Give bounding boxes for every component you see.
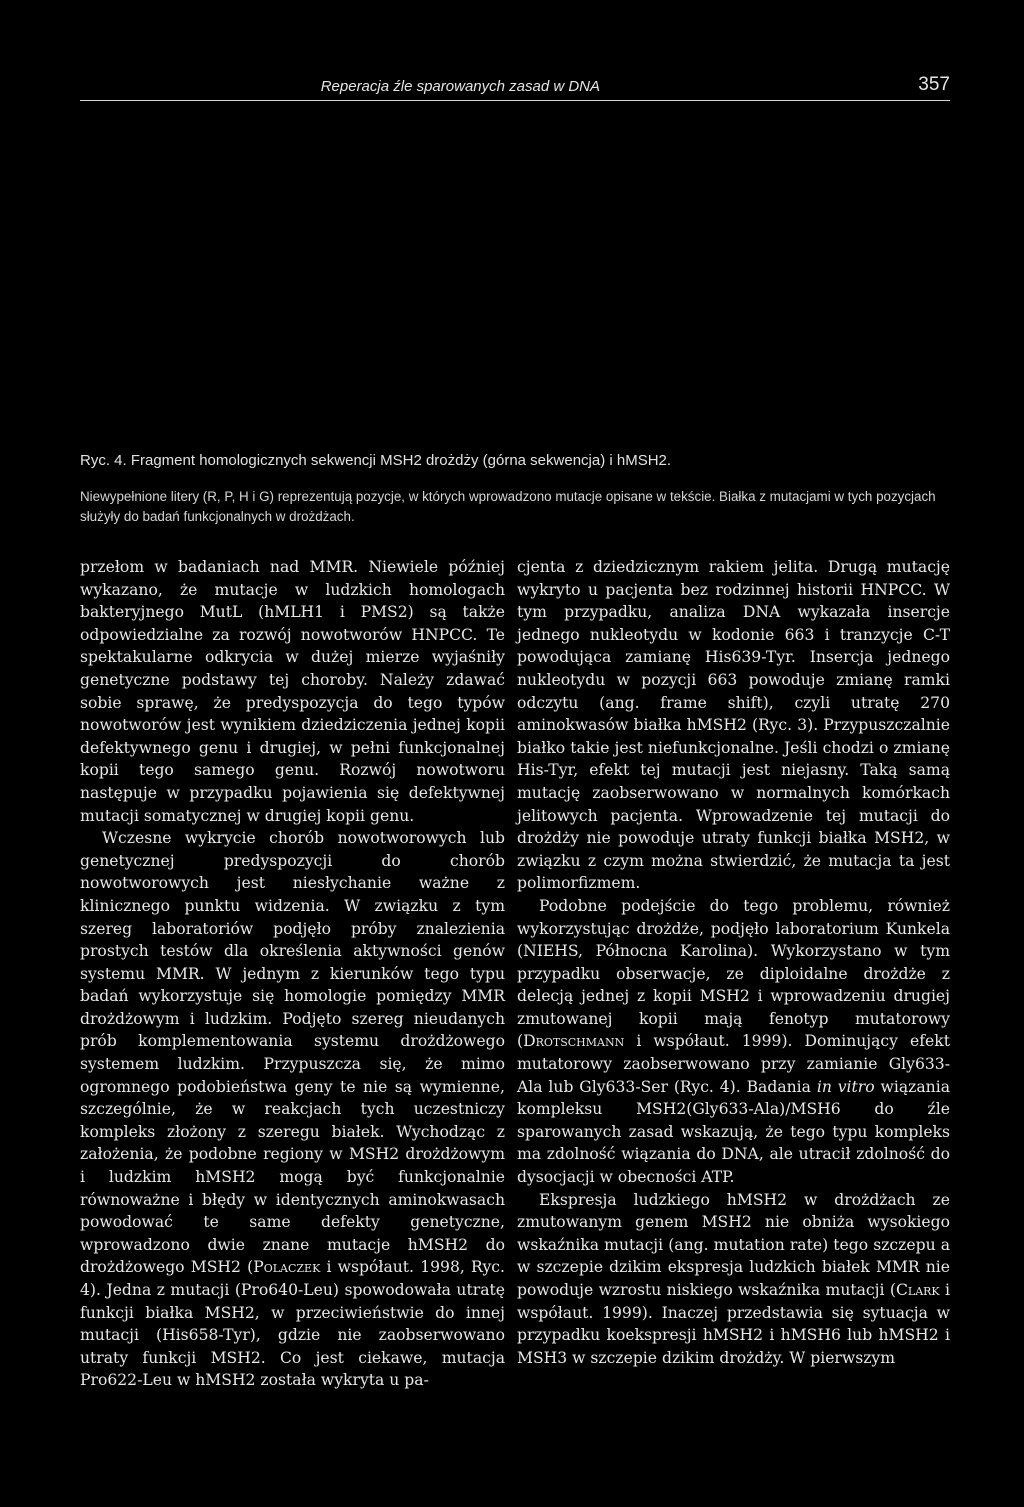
citation-clark: Clark: [895, 1281, 940, 1299]
left-paragraph-2-text-b: i współaut. 1998, Ryc. 4). Jedna z mutacji (Pro640-Leu) spowodowała utratę funkcji białka MSH2, w przeciwieństwie do innej mutacji (His658-Tyr), gdzie nie zaobserwowano utraty funkcji MSH2. Co jest ciekawe, mutacja Pro622-Leu w hMSH2 została wykryta u pa-: [80, 1258, 505, 1390]
right-paragraph-3: [517, 1189, 950, 1370]
right-paragraph-2-text-b: i współaut. 1999). Dominujący efekt mutatorowy zaobserwowano przy zamianie Gly633-Ala lub Gly633-Ser (Ryc. 4). Badania: [517, 1032, 950, 1096]
right-text-column: [517, 556, 950, 1369]
running-header: [80, 74, 950, 101]
citation-polaczek: Polaczek: [253, 1258, 321, 1277]
running-title: Reperacja źle sparowanych zasad w DNA: [320, 78, 600, 95]
figure-caption-title: Ryc. 4. Fragment homologicznych sekwencji MSH2 drożdży (górna sekwencja) i hMSH2.: [80, 452, 672, 469]
right-paragraph-2-text-c: wiązania kompleksu MSH2(Gly633-Ala)/MSH6 do źle sparowanych zasad wskazują, że tego typu kompleks ma zdolność wiązania do DNA, ale utracił zdolność do dysocjacji w obecności ATP.: [517, 1077, 950, 1187]
right-paragraph-2-text-a: Podobne podejście do tego problemu, również wykorzystując drożdże, podjęło laboratorium Kunkela (NIEHS, Północna Karolina). Wykorzystano w tym przypadku obserwacje, ze diploidalne drożdże z delecją jednej z kopii MSH2 i wprowadzeniu drugiej zmutowanej kopii mają fenotyp mutatorowy (: [517, 896, 950, 1051]
figure-image-area: [80, 110, 950, 440]
left-text-column: [80, 556, 505, 1392]
left-paragraph-1: przełom w badaniach nad MMR. Niewiele później wykazano, że mutacje w ludzkich homologach bakteryjnego MutL (hMLH1 i PMS2) są także odpowiedzialne za rozwój nowotworów HNPCC. Te spektakularne odkrycia w dużej mierze wyjaśniły genetyczne podstawy tej choroby. Należy zdawać sobie sprawę, że predyspozycja do tego typów nowotworów jest wynikiem dziedziczenia jednej kopii defektywnego genu i drugiej, w pełni funkcjonalnej kopii tego samego genu. Rozwój nowotworu następuje w przypadku pojawienia się defektywnej mutacji somatycznej w drugiej kopii genu.: [80, 558, 505, 825]
right-paragraph-3-text-a: Ekspresja ludzkiego hMSH2 w drożdżach ze zmutowanym genem MSH2 nie obniża wysokiego wskaźnika mutacji (ang. mutation rate) tego szczepu a w szczepie dzikim ekspresja ludzkich białek MMR nie powoduje wzrostu niskiego wskaźnika mutacji (: [517, 1190, 950, 1299]
left-paragraph-2-text-a: Wczesne wykrycie chorób nowotworowych lub genetycznej predyspozycji do chorób nowotworowych jest niesłychanie ważne z klinicznego punktu widzenia. W związku z tym szereg laboratoriów podjęło próby znalezienia prostych testów dla określenia aktywności genów systemu MMR. W jednym z kierunków tego typu badań wykorzystuje się homologie pomiędzy MMR drożdżowym i ludzkim. Podjęto szereg nieudanych prób komplementowania systemu drożdżowego systemem ludzkim. Przypuszcza się, że mimo ogromnego podobieństwa geny te nie są wymienne, szczególnie, że w reakcjach tych uczestniczy kompleks złożony z szeregu białek. Wychodząc z założenia, że podobne regiony w MSH2 drożdżowym i ludzkim hMSH2 mogą być funkcjonalnie równoważne i błędy w identycznych aminokwasach powodować te same defekty genetyczne, wprowadzono dwie znane mutacje hMSH2 do drożdżowego MSH2 (: [80, 829, 505, 1277]
citation-drotschmann: Drotschmann: [523, 1032, 625, 1051]
in-vitro-term: in vitro: [816, 1077, 875, 1096]
left-paragraph-2: [80, 827, 505, 1392]
figure-caption-note: Niewypełnione litery (R, P, H i G) reprezentują pozycje, w których wprowadzono mutacje opisane w tekście. Białka z mutacjami w tych pozycjach służyły do badań funkcjonalnych w drożdżach.: [80, 489, 936, 524]
page-number: 357: [918, 74, 950, 95]
right-paragraph-1: cjenta z dziedzicznym rakiem jelita. Drugą mutację wykryto u pacjenta bez rodzinnej historii HNPCC. W tym przypadku, analiza DNA wykazała insercje jednego nukleotydu w kodonie 663 i tranzycje C-T powodująca zamianę His639-Tyr. Insercja jednego nukleotydu w pozycji 663 powoduje zmianę ramki odczytu (ang. frame shift), czyli utratę 270 aminokwasów białka hMSH2 (Ryc. 3). Przypuszczalnie białko takie jest niefunkcjonalne. Jeśli chodzi o zmianę His-Tyr, efekt tej mutacji jest niejasny. Taką samą mutację zaobserwowano w normalnych komórkach jelitowych pacjenta. Wprowadzenie tej mutacji do drożdży nie powoduje utraty funkcji białka MSH2, w związku z czym można stwierdzić, że mutacja ta jest polimorfizmem.: [517, 558, 950, 893]
right-paragraph-3-text-b: i współaut. 1999). Inaczej przedstawia się sytuacja w przypadku koekspresji hMSH2 i hMSH6 lub hMSH2 i MSH3 w szczepie dzikim drożdży. W pierwszym: [517, 1281, 950, 1367]
right-paragraph-2: [517, 895, 950, 1189]
